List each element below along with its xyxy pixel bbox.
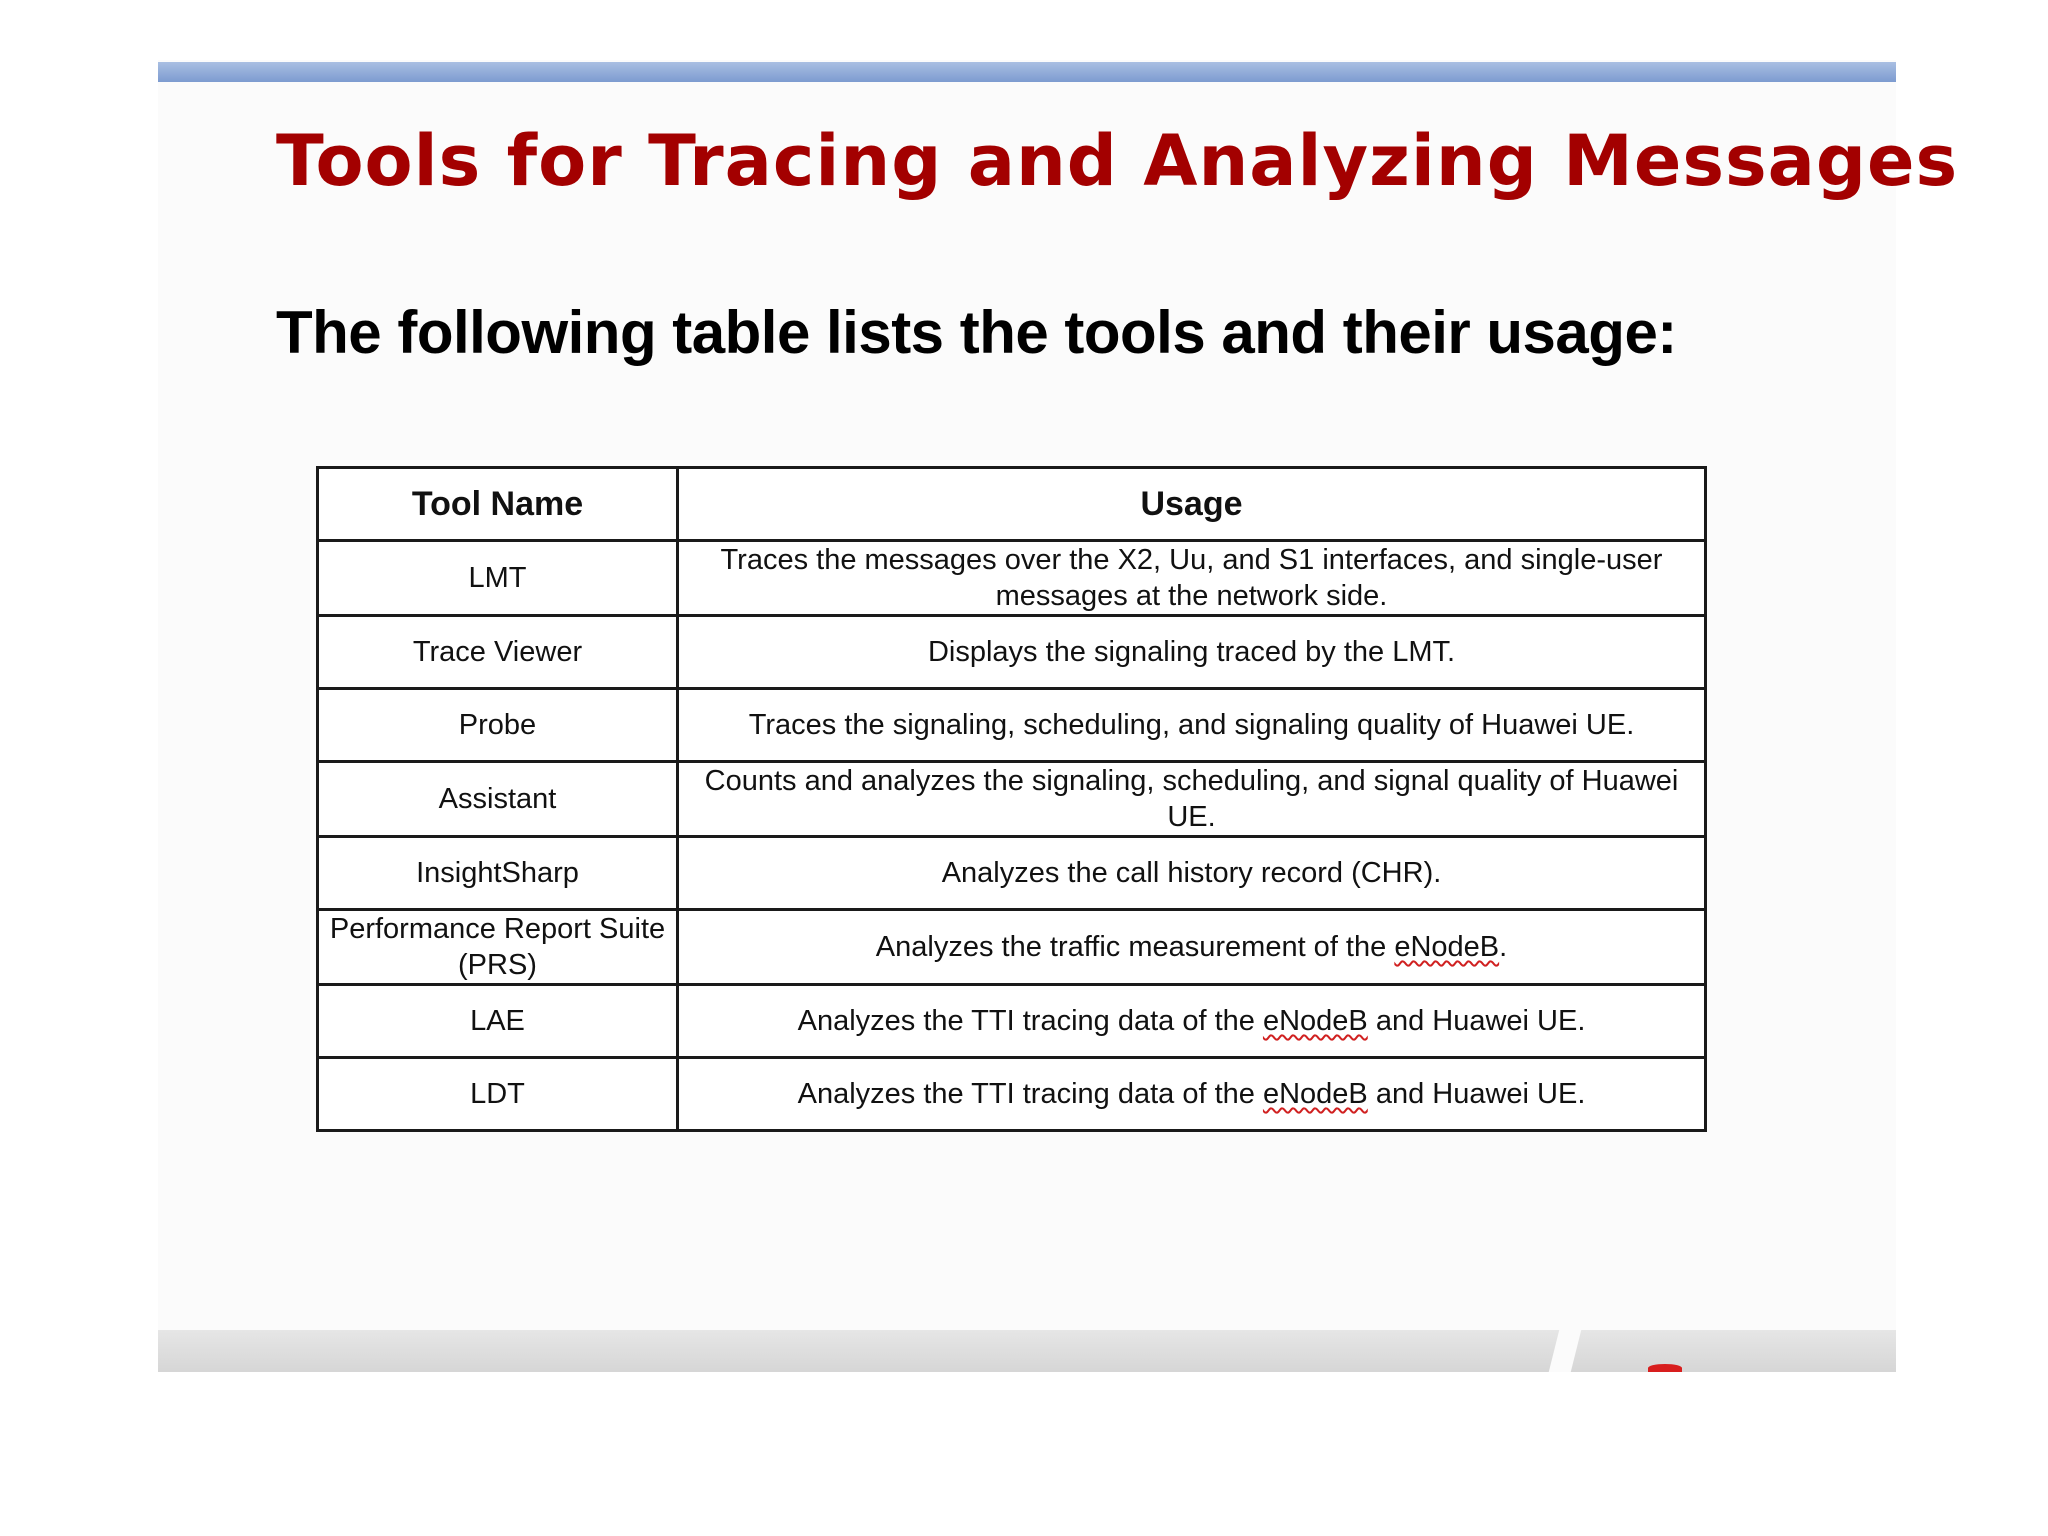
usage-text: and Huawei UE.	[1367, 1005, 1586, 1037]
table-row	[318, 910, 1706, 985]
bottom-footer-bar	[158, 1330, 1896, 1372]
header-tool-name: Tool Name	[318, 468, 678, 541]
footer-divider	[1549, 1330, 1581, 1372]
usage-text: and Huawei UE.	[1367, 1078, 1586, 1110]
table-row	[318, 1058, 1706, 1131]
usage-text: Analyzes the TTI tracing data of the	[797, 1078, 1263, 1110]
usage-cell: Analyzes the call history record (CHR).	[678, 837, 1706, 910]
usage-text: Analyzes the TTI tracing data of the	[797, 1005, 1263, 1037]
table-row	[318, 985, 1706, 1058]
tool-name-cell: InsightSharp	[318, 837, 678, 910]
table-header-row	[318, 468, 1706, 541]
usage-cell	[678, 910, 1706, 985]
table-row	[318, 762, 1706, 837]
tool-name-cell: Assistant	[318, 762, 678, 837]
tool-name-cell: Probe	[318, 689, 678, 762]
table-row	[318, 616, 1706, 689]
slide-title: Tools for Tracing and Analyzing Messages	[276, 120, 1959, 202]
usage-cell: Counts and analyzes the signaling, scheduling, and signal quality of Huawei UE.	[678, 762, 1706, 837]
usage-cell: Traces the signaling, scheduling, and signaling quality of Huawei UE.	[678, 689, 1706, 762]
usage-cell: Traces the messages over the X2, Uu, and S1 interfaces, and single-user messages at the network side.	[678, 541, 1706, 616]
brand-logo-icon	[1648, 1364, 1682, 1372]
usage-text: .	[1499, 931, 1508, 963]
table-row	[318, 837, 1706, 910]
tool-name-cell: LAE	[318, 985, 678, 1058]
tool-name-cell: Trace Viewer	[318, 616, 678, 689]
usage-text: Analyzes the traffic measurement of the	[875, 931, 1395, 963]
header-usage: Usage	[678, 468, 1706, 541]
top-accent-bar	[158, 62, 1896, 82]
usage-cell	[678, 985, 1706, 1058]
tools-table	[316, 466, 1707, 1132]
tool-name-cell: LDT	[318, 1058, 678, 1131]
usage-cell	[678, 1058, 1706, 1131]
slide-subtitle: The following table lists the tools and their usage:	[276, 299, 1677, 366]
spellcheck-term: eNodeB	[1262, 1078, 1368, 1110]
table-row	[318, 689, 1706, 762]
table-row	[318, 541, 1706, 616]
usage-cell: Displays the signaling traced by the LMT.	[678, 616, 1706, 689]
spellcheck-term: eNodeB	[1394, 931, 1500, 963]
tool-name-cell: Performance Report Suite (PRS)	[318, 910, 678, 985]
spellcheck-term: eNodeB	[1262, 1005, 1368, 1037]
tool-name-cell: LMT	[318, 541, 678, 616]
